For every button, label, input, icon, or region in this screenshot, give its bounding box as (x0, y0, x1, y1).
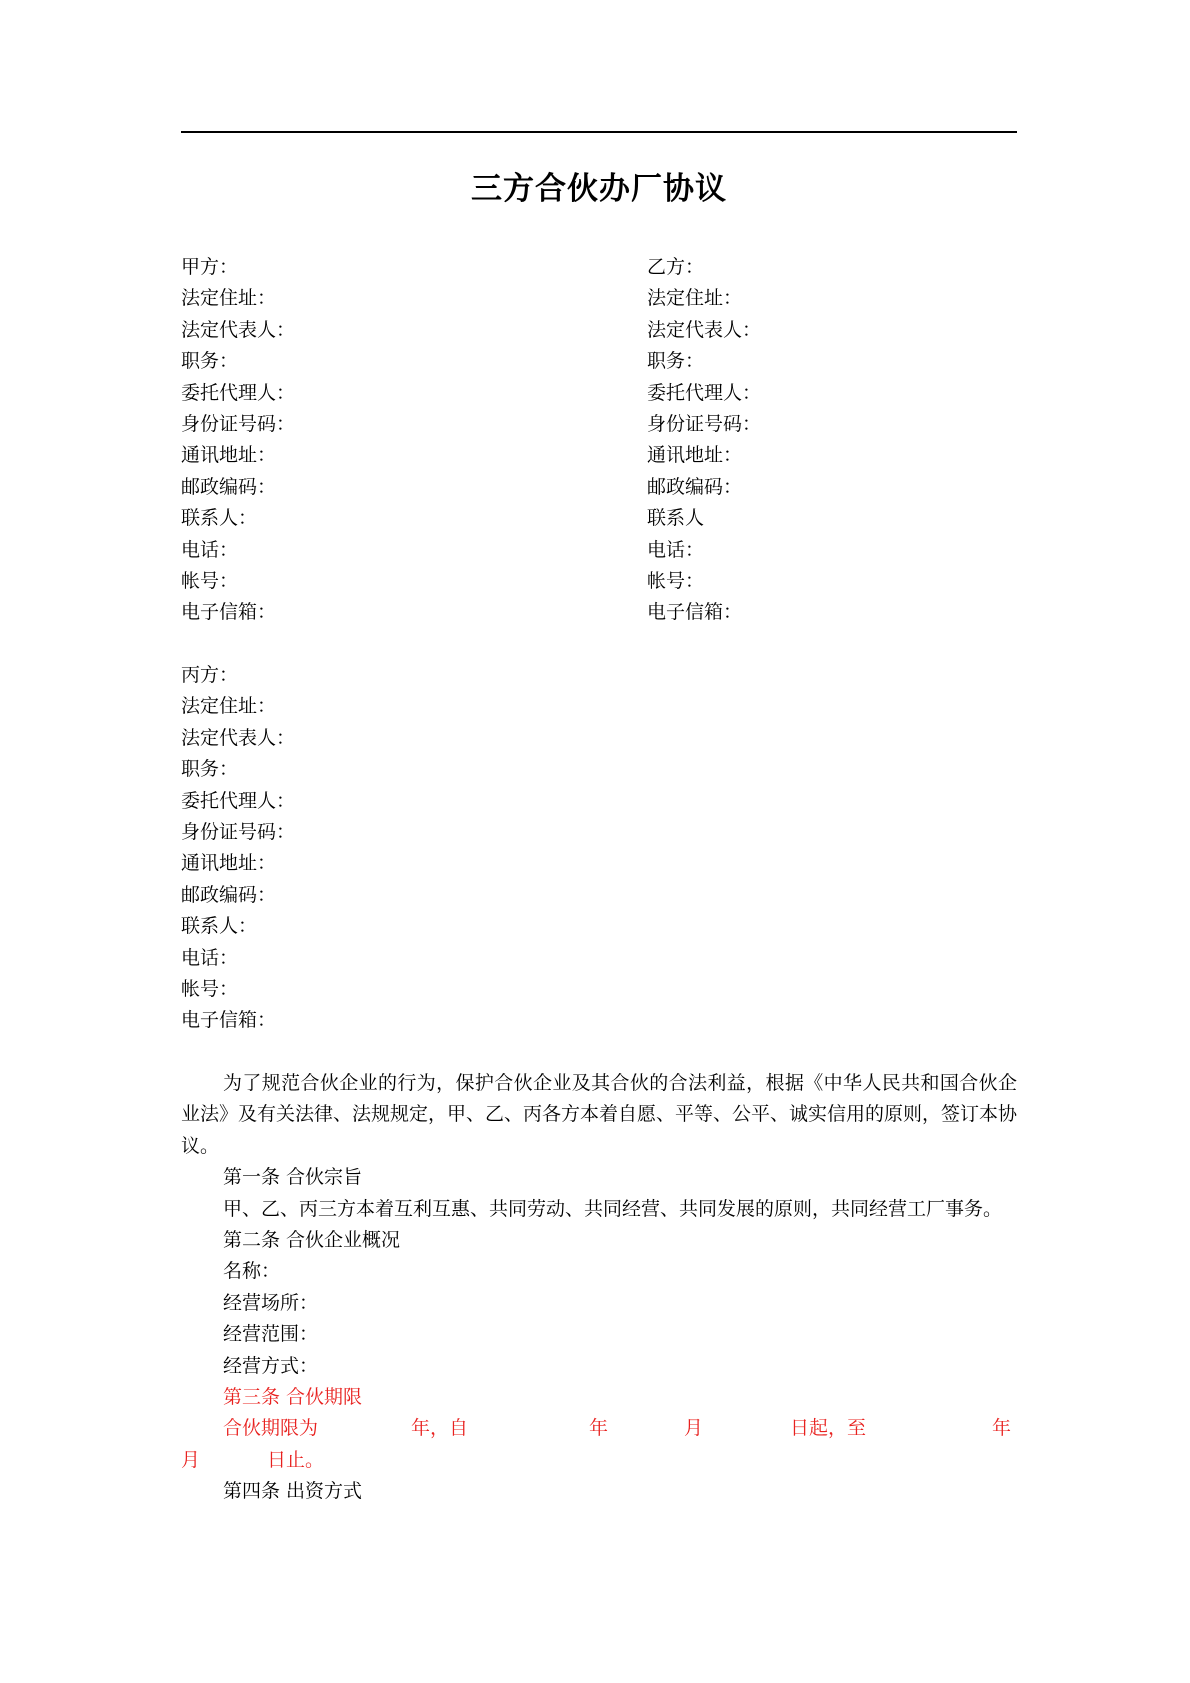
party-a-contact-label: 联系人： (181, 507, 258, 530)
article-3-term-line-2 (181, 1445, 1017, 1476)
party-a-position-label: 职务： (181, 350, 239, 373)
party-b-name-label: 乙方： (647, 256, 705, 278)
party-b-agent-label: 委托代理人： (647, 381, 762, 404)
party-a-account-label: 帐号： (181, 570, 239, 593)
party-b-phone-label: 电话： (647, 538, 705, 561)
article-2-name-field: 名称： (223, 1260, 281, 1283)
party-a-info (181, 252, 295, 629)
party-c-phone-label: 电话： (181, 946, 239, 969)
term-start-month-label: 月 (684, 1417, 704, 1440)
party-c-info (181, 660, 295, 1037)
article-2-place-field: 经营场所： (223, 1291, 319, 1314)
party-c-representative-label: 法定代表人： (181, 726, 296, 749)
article-2-mode-field: 经营方式： (223, 1354, 319, 1377)
article-2-scope-field: 经营范围： (223, 1323, 319, 1346)
party-c-id-label: 身份证号码： (181, 821, 296, 844)
party-b-mail-address-label: 通讯地址： (647, 444, 743, 467)
document-title: 三方合伙办厂协议 (471, 171, 727, 207)
term-end-day-label: 日止。 (267, 1448, 325, 1471)
party-a-name-label: 甲方： (181, 256, 239, 278)
party-b-representative-label: 法定代表人： (647, 318, 762, 341)
party-b-postcode-label: 邮政编码： (647, 475, 743, 498)
term-period-label: 合伙期限为 (223, 1417, 319, 1440)
term-start-year-label: 年 (589, 1417, 609, 1440)
agreement-body (181, 1068, 1017, 1508)
article-1-heading: 第一条 合伙宗旨 (223, 1166, 363, 1189)
term-end-year-label: 年 (992, 1417, 1012, 1440)
party-c-mail-address-label: 通讯地址： (181, 852, 277, 875)
party-a-mail-address-label: 通讯地址： (181, 444, 277, 467)
party-a-address-label: 法定住址： (181, 287, 277, 310)
article-1-text: 甲、乙、丙三方本着互利互惠、共同劳动、共同经营、共同发展的原则，共同经营工厂事务。 (223, 1197, 1003, 1220)
party-a-agent-label: 委托代理人： (181, 381, 296, 404)
party-b-email-label: 电子信箱： (647, 601, 743, 624)
party-b-info (647, 252, 761, 629)
article-3-term-line-1 (181, 1413, 1017, 1444)
party-b-id-label: 身份证号码： (647, 413, 762, 436)
party-b-position-label: 职务： (647, 350, 705, 373)
party-b-account-label: 帐号： (647, 570, 705, 593)
party-b-contact-label: 联系人 (647, 507, 705, 530)
article-3-heading: 第三条 合伙期限 (223, 1386, 363, 1409)
party-c-contact-label: 联系人： (181, 915, 258, 938)
party-a-email-label: 电子信箱： (181, 601, 277, 624)
party-c-postcode-label: 邮政编码： (181, 883, 277, 906)
preamble-paragraph: 为了规范合伙企业的行为，保护合伙企业及其合伙的合法利益，根据《中华人民共和国合伙企业法》及有关法律、法规规定，甲、乙、丙各方本着自愿、平等、公平、诚实信用的原则，签订本协议。 (181, 1072, 1018, 1157)
party-a-phone-label: 电话： (181, 538, 239, 561)
party-c-position-label: 职务： (181, 758, 239, 781)
term-end-month-label: 月 (181, 1448, 201, 1471)
term-start-day-label: 日起，至 (790, 1417, 867, 1440)
header-rule (181, 131, 1017, 133)
party-c-name-label: 丙方： (181, 664, 239, 686)
party-c-address-label: 法定住址： (181, 695, 277, 718)
party-a-representative-label: 法定代表人： (181, 318, 296, 341)
party-c-account-label: 帐号： (181, 978, 239, 1001)
article-2-heading: 第二条 合伙企业概况 (223, 1229, 401, 1252)
party-b-address-label: 法定住址： (647, 287, 743, 310)
party-c-email-label: 电子信箱： (181, 1009, 277, 1032)
party-c-agent-label: 委托代理人： (181, 789, 296, 812)
term-years-label: 年，自 (411, 1417, 469, 1440)
party-a-postcode-label: 邮政编码： (181, 475, 277, 498)
party-a-id-label: 身份证号码： (181, 413, 296, 436)
article-4-heading: 第四条 出资方式 (223, 1480, 363, 1503)
